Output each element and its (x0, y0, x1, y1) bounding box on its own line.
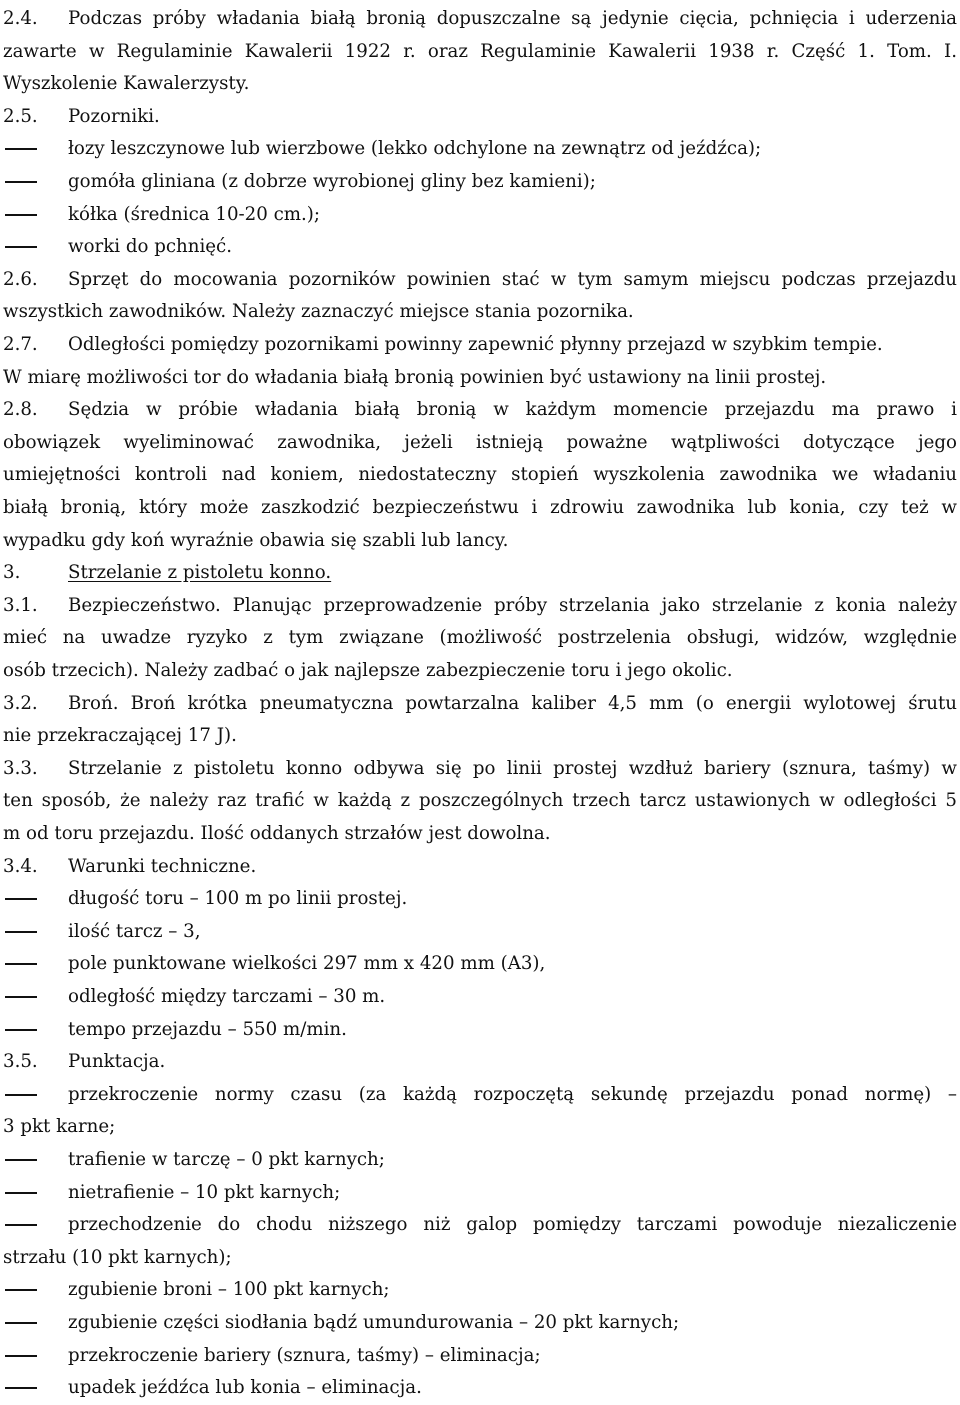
line-body (68, 329, 957, 362)
text-line (3, 1079, 957, 1112)
text-line (3, 1144, 957, 1177)
line-body (68, 883, 957, 916)
section-number: 2.5. (3, 105, 38, 127)
section-text: Pozorniki. (68, 105, 160, 127)
line-body (3, 68, 957, 101)
text-line (3, 3, 957, 36)
paragraph-text: W miarę możliwości tor do władania białą bronią powinien być ustawiony na linii prostej. (3, 366, 827, 388)
line-body (3, 362, 957, 395)
line-body (3, 296, 957, 329)
list-item-text: nietrafienie – 10 pkt karnych; (68, 1181, 341, 1203)
justified-line: umiejętności kontroli nad koniem, niedostateczny stopień wyszkolenia zawodnika we władaniu (3, 464, 957, 486)
text-line (3, 622, 957, 655)
text-line (3, 362, 957, 395)
text-line (3, 883, 957, 916)
paragraph-text: m od toru przejazdu. Ilość oddanych strzałów jest dowolna. (3, 823, 551, 844)
list-item-text: ilość tarcz – 3, (68, 920, 201, 942)
text-line (3, 916, 957, 949)
section-text: Strzelanie z pistoletu konno. (68, 562, 332, 584)
list-item-text: zgubienie części siodłania bądź umundurowania – 20 pkt karnych; (68, 1312, 680, 1333)
justified-line: przekroczenie normy czasu (za każdą rozpoczętą sekundę przejazdu ponad normę) – (68, 1083, 957, 1105)
section-number: 2.6. (3, 268, 38, 290)
paragraph-text: osób trzecich). Należy zadbać o jak najlepsze zabezpieczenie toru i jego okolic. (3, 660, 733, 681)
line-body (3, 818, 957, 851)
text-line (3, 68, 957, 101)
justified-line: obowiązek wyeliminować zawodnika, jeżeli istnieją poważne wątpliwości dotyczące jego (3, 431, 957, 453)
list-dash-icon (5, 246, 37, 248)
line-body (3, 1111, 957, 1144)
line-body (68, 981, 957, 1014)
text-line (3, 720, 957, 753)
text-line (3, 688, 957, 721)
list-dash-icon (5, 963, 37, 965)
list-dash-icon (5, 1289, 37, 1291)
line-body (3, 525, 957, 558)
text-line (3, 133, 957, 166)
list-item-text: worki do pchnięć. (68, 236, 233, 258)
line-body (68, 133, 957, 166)
section-number: 3. (3, 562, 21, 584)
list-dash-icon (5, 148, 37, 150)
text-line (3, 166, 957, 199)
text-line (3, 199, 957, 232)
list-dash-icon (5, 214, 37, 216)
text-line (3, 525, 957, 558)
text-line (3, 101, 957, 134)
paragraph-text: 3 pkt karne; (3, 1116, 116, 1138)
section-number: 3.2. (3, 692, 38, 714)
justified-line: ten sposób, że należy raz trafić w każdą z poszczególnych trzech tarcz ustawionych w odległości 5 (3, 790, 957, 812)
justified-line: Broń. Broń krótka pneumatyczna powtarzalna kaliber 4,5 mm (o energii wylotowej śrutu (68, 692, 957, 714)
text-line (3, 329, 957, 362)
line-body (68, 101, 957, 134)
line-body (68, 1372, 957, 1405)
line-body (68, 557, 957, 590)
text-line (3, 264, 957, 297)
section-number: 3.3. (3, 757, 38, 779)
line-body (3, 655, 957, 688)
justified-line: przechodzenie do chodu niższego niż galop pomiędzy tarczami powoduje niezaliczenie (68, 1214, 957, 1236)
text-line (3, 1372, 957, 1405)
line-body (68, 1046, 957, 1079)
line-body (68, 1014, 957, 1047)
list-item-text: tempo przejazdu – 550 m/min. (68, 1018, 347, 1040)
section-number: 3.1. (3, 594, 38, 616)
list-dash-icon (5, 931, 37, 933)
section-number: 2.7. (3, 334, 38, 355)
text-line (3, 1111, 957, 1144)
list-dash-icon (5, 1094, 37, 1096)
line-body (3, 720, 957, 753)
list-dash-icon (5, 996, 37, 998)
text-line (3, 948, 957, 981)
text-line (3, 427, 957, 460)
list-dash-icon (5, 1159, 37, 1161)
text-line (3, 785, 957, 818)
section-number: 2.4. (3, 8, 38, 29)
text-line (3, 231, 957, 264)
section-text: Warunki techniczne. (68, 855, 257, 877)
text-line (3, 1307, 957, 1340)
justified-line: zawarte w Regulaminie Kawalerii 1922 r. oraz Regulaminie Kawalerii 1938 r. Część 1. Tom. I. (3, 40, 957, 62)
text-line (3, 1274, 957, 1307)
line-body (68, 1274, 957, 1307)
list-dash-icon (5, 1029, 37, 1031)
section-text: Punktacja. (68, 1051, 166, 1073)
justified-line: Bezpieczeństwo. Planując przeprowadzenie próby strzelania jako strzelanie z konia należy (68, 594, 957, 616)
line-body (68, 1144, 957, 1177)
paragraph-text: strzału (10 pkt karnych); (3, 1246, 232, 1268)
text-line (3, 981, 957, 1014)
list-item-text: zgubienie broni – 100 pkt karnych; (68, 1279, 390, 1301)
text-line (3, 296, 957, 329)
list-item-text: trafienie w tarczę – 0 pkt karnych; (68, 1149, 385, 1170)
paragraph-text: nie przekraczającej 17 J). (3, 725, 237, 747)
text-line (3, 36, 957, 69)
text-line (3, 459, 957, 492)
paragraph-text: wypadku gdy koń wyraźnie obawia się szabli lub lancy. (3, 529, 509, 551)
list-dash-icon (5, 1224, 37, 1226)
justified-line: Sędzia w próbie władania białą bronią w każdym momencie przejazdu ma prawo i (68, 399, 957, 421)
line-body (68, 948, 957, 981)
line-body (3, 1242, 957, 1275)
list-item-text: upadek jeźdźca lub konia – eliminacja. (68, 1377, 422, 1399)
text-line (3, 1242, 957, 1275)
list-item-text: długość toru – 100 m po linii prostej. (68, 888, 408, 910)
list-dash-icon (5, 1322, 37, 1324)
text-line (3, 655, 957, 688)
justified-line: Sprzęt do mocowania pozorników powinien stać w tym samym miejscu podczas przejazdu (68, 268, 957, 290)
paragraph-text: wszystkich zawodników. Należy zaznaczyć miejsce stania pozornika. (3, 301, 634, 323)
justified-line: białą bronią, który może zaszkodzić bezpieczeństwu i zdrowiu zawodnika lub konia, czy też w (3, 497, 957, 518)
text-line (3, 753, 957, 786)
justified-line: Strzelanie z pistoletu konno odbywa się po linii prostej wzdłuż bariery (sznura, taśmy) w (68, 757, 957, 779)
section-text: Odległości pomiędzy pozornikami powinny zapewnić płynny przejazd w szybkim tempie. (68, 334, 883, 355)
text-line (3, 492, 957, 525)
list-dash-icon (5, 181, 37, 183)
line-body (68, 199, 957, 232)
section-number: 3.4. (3, 855, 38, 877)
text-line (3, 1209, 957, 1242)
list-dash-icon (5, 1192, 37, 1194)
list-item-text: przekroczenie bariery (sznura, taśmy) – eliminacja; (68, 1344, 541, 1366)
list-item-text: kółka (średnica 10-20 cm.); (68, 203, 321, 225)
text-line (3, 590, 957, 623)
line-body (68, 231, 957, 264)
text-line (3, 394, 957, 427)
list-dash-icon (5, 1387, 37, 1389)
line-body (68, 851, 957, 884)
justified-line: mieć na uwadze ryzyko z tym związane (możliwość postrzelenia obsługi, widzów, względnie (3, 627, 957, 649)
justified-line: Podczas próby władania białą bronią dopuszczalne są jedynie cięcia, pchnięcia i uderzenia (68, 8, 957, 29)
text-line (3, 1340, 957, 1373)
text-line (3, 1177, 957, 1210)
text-line (3, 851, 957, 884)
line-body (68, 916, 957, 949)
list-item-text: łozy leszczynowe lub wierzbowe (lekko odchylone na zewnątrz od jeźdźca); (68, 138, 762, 160)
list-item-text: odległość między tarczami – 30 m. (68, 986, 386, 1007)
text-line (3, 818, 957, 851)
list-item-text: gomóła gliniana (z dobrze wyrobionej gliny bez kamieni); (68, 171, 596, 192)
line-body (68, 166, 957, 199)
line-body (68, 1177, 957, 1210)
section-number: 3.5. (3, 1051, 38, 1073)
list-item-text: pole punktowane wielkości 297 mm x 420 mm (A3), (68, 953, 546, 975)
text-line (3, 557, 957, 590)
paragraph-text: Wyszkolenie Kawalerzysty. (3, 73, 250, 95)
line-body (68, 1307, 957, 1340)
section-number: 2.8. (3, 399, 38, 421)
text-line (3, 1046, 957, 1079)
list-dash-icon (5, 1355, 37, 1357)
line-body (68, 1340, 957, 1373)
text-line (3, 1014, 957, 1047)
list-dash-icon (5, 898, 37, 900)
